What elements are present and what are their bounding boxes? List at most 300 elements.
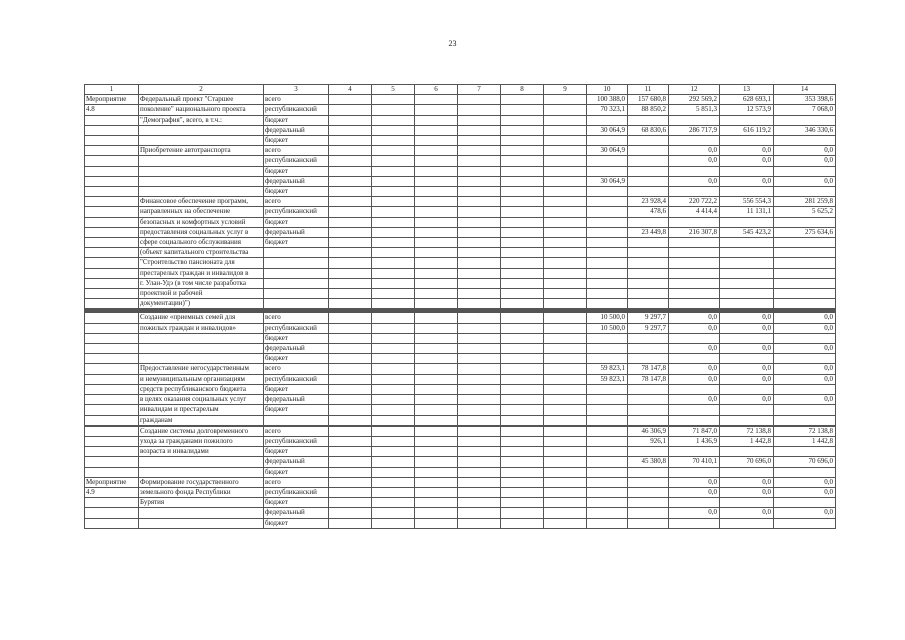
text-cell	[85, 384, 139, 394]
empty-cell	[329, 364, 372, 374]
value-cell	[628, 333, 669, 343]
table-header	[85, 85, 836, 95]
text-cell: республиканский	[264, 436, 329, 446]
empty-cell	[372, 299, 415, 309]
empty-cell	[415, 197, 458, 207]
value-cell	[587, 467, 628, 477]
text-cell: и немуниципальным организациям	[139, 374, 264, 384]
empty-cell	[415, 447, 458, 457]
empty-cell	[501, 518, 544, 528]
text-cell: всего	[264, 477, 329, 487]
empty-cell	[544, 268, 587, 278]
text-cell: престарелых граждан и инвалидов в	[139, 268, 264, 278]
empty-cell	[415, 238, 458, 248]
text-cell: бюджет	[264, 115, 329, 125]
empty-cell	[544, 415, 587, 425]
value-cell: 0,0	[720, 156, 774, 166]
empty-cell	[544, 136, 587, 146]
empty-cell	[415, 207, 458, 217]
text-cell	[139, 333, 264, 343]
value-cell	[669, 467, 720, 477]
text-cell: Предоставление негосударственным	[139, 364, 264, 374]
empty-cell	[501, 323, 544, 333]
empty-cell	[501, 217, 544, 227]
empty-cell	[329, 278, 372, 288]
value-cell	[669, 248, 720, 258]
empty-cell	[415, 258, 458, 268]
value-cell	[587, 395, 628, 405]
empty-cell	[415, 105, 458, 115]
text-cell	[85, 508, 139, 518]
table-row	[85, 498, 836, 508]
empty-cell	[329, 313, 372, 323]
value-cell	[774, 289, 836, 299]
empty-cell	[458, 333, 501, 343]
text-cell	[264, 268, 329, 278]
table-row	[85, 207, 836, 217]
value-cell: 556 554,3	[720, 197, 774, 207]
text-cell	[85, 333, 139, 343]
value-cell	[669, 384, 720, 394]
value-cell	[587, 197, 628, 207]
empty-cell	[415, 156, 458, 166]
value-cell	[720, 217, 774, 227]
empty-cell	[329, 323, 372, 333]
empty-cell	[458, 217, 501, 227]
value-cell: 0,0	[720, 313, 774, 323]
empty-cell	[544, 477, 587, 487]
empty-cell	[544, 166, 587, 176]
text-cell	[85, 278, 139, 288]
value-cell	[669, 217, 720, 227]
table-row	[85, 105, 836, 115]
empty-cell	[415, 217, 458, 227]
empty-cell	[458, 95, 501, 105]
value-cell	[587, 354, 628, 364]
table-row	[85, 395, 836, 405]
empty-cell	[329, 156, 372, 166]
value-cell: 59 823,1	[587, 364, 628, 374]
value-cell: 30 064,9	[587, 146, 628, 156]
empty-cell	[329, 115, 372, 125]
value-cell: 72 138,8	[774, 426, 836, 436]
text-cell: всего	[264, 95, 329, 105]
empty-cell	[501, 115, 544, 125]
empty-cell	[372, 289, 415, 299]
empty-cell	[372, 518, 415, 528]
header-cell: 11	[628, 85, 669, 95]
empty-cell	[329, 477, 372, 487]
value-cell: 292 569,2	[669, 95, 720, 105]
text-cell	[139, 518, 264, 528]
value-cell	[669, 354, 720, 364]
value-cell	[774, 258, 836, 268]
empty-cell	[329, 457, 372, 467]
table-row	[85, 374, 836, 384]
text-cell	[85, 289, 139, 299]
empty-cell	[415, 248, 458, 258]
table-row	[85, 268, 836, 278]
empty-cell	[372, 207, 415, 217]
value-cell: 281 259,8	[774, 197, 836, 207]
empty-cell	[458, 125, 501, 135]
text-cell	[139, 344, 264, 354]
value-cell: 0,0	[720, 146, 774, 156]
value-cell	[720, 354, 774, 364]
value-cell: 0,0	[774, 374, 836, 384]
empty-cell	[372, 146, 415, 156]
value-cell	[628, 384, 669, 394]
text-cell	[85, 258, 139, 268]
text-cell	[85, 354, 139, 364]
value-cell	[774, 354, 836, 364]
empty-cell	[415, 508, 458, 518]
text-cell: федеральный	[264, 176, 329, 186]
value-cell: 0,0	[720, 395, 774, 405]
empty-cell	[544, 187, 587, 197]
empty-cell	[458, 238, 501, 248]
empty-cell	[415, 176, 458, 186]
empty-cell	[544, 498, 587, 508]
table-row	[85, 313, 836, 323]
value-cell	[720, 498, 774, 508]
empty-cell	[329, 258, 372, 268]
text-cell: направленных на обеспечение	[139, 207, 264, 217]
text-cell	[139, 457, 264, 467]
text-cell: 4.9	[85, 487, 139, 497]
empty-cell	[372, 487, 415, 497]
value-cell	[774, 467, 836, 477]
empty-cell	[415, 313, 458, 323]
value-cell: 1 442,8	[720, 436, 774, 446]
empty-cell	[415, 395, 458, 405]
table-row	[85, 258, 836, 268]
text-cell: бюджет	[264, 238, 329, 248]
value-cell: 0,0	[774, 487, 836, 497]
table-row	[85, 115, 836, 125]
empty-cell	[544, 248, 587, 258]
empty-cell	[544, 258, 587, 268]
empty-cell	[329, 136, 372, 146]
empty-cell	[501, 238, 544, 248]
empty-cell	[458, 227, 501, 237]
value-cell	[720, 187, 774, 197]
empty-cell	[372, 374, 415, 384]
empty-cell	[372, 364, 415, 374]
table-row	[85, 364, 836, 374]
value-cell: 0,0	[669, 364, 720, 374]
table-row	[85, 248, 836, 258]
value-cell: 46 306,9	[628, 426, 669, 436]
empty-cell	[458, 518, 501, 528]
value-cell: 0,0	[720, 364, 774, 374]
value-cell: 0,0	[669, 176, 720, 186]
empty-cell	[501, 333, 544, 343]
text-cell	[85, 313, 139, 323]
empty-cell	[544, 105, 587, 115]
header-cell: 12	[669, 85, 720, 95]
value-cell: 628 693,1	[720, 95, 774, 105]
empty-cell	[415, 457, 458, 467]
value-cell: 0,0	[774, 156, 836, 166]
empty-cell	[372, 477, 415, 487]
empty-cell	[329, 395, 372, 405]
empty-cell	[372, 105, 415, 115]
value-cell: 12 573,9	[720, 105, 774, 115]
empty-cell	[329, 374, 372, 384]
value-cell	[628, 238, 669, 248]
value-cell: 353 398,6	[774, 95, 836, 105]
value-cell: 72 138,8	[720, 426, 774, 436]
table-row	[85, 354, 836, 364]
value-cell	[587, 227, 628, 237]
text-cell	[85, 197, 139, 207]
empty-cell	[372, 95, 415, 105]
value-cell: 545 423,2	[720, 227, 774, 237]
value-cell	[628, 467, 669, 477]
text-cell	[85, 217, 139, 227]
empty-cell	[329, 207, 372, 217]
empty-cell	[501, 426, 544, 436]
value-cell	[669, 299, 720, 309]
value-cell	[628, 217, 669, 227]
text-cell	[85, 299, 139, 309]
empty-cell	[458, 299, 501, 309]
value-cell: 71 847,0	[669, 426, 720, 436]
value-cell	[628, 518, 669, 528]
empty-cell	[415, 426, 458, 436]
text-cell	[264, 248, 329, 258]
text-cell	[85, 457, 139, 467]
table-row	[85, 384, 836, 394]
empty-cell	[329, 95, 372, 105]
empty-cell	[372, 238, 415, 248]
empty-cell	[329, 248, 372, 258]
value-cell: 59 823,1	[587, 374, 628, 384]
value-cell	[669, 333, 720, 343]
value-cell	[720, 268, 774, 278]
empty-cell	[372, 227, 415, 237]
text-cell	[264, 415, 329, 425]
empty-cell	[415, 323, 458, 333]
value-cell: 286 717,9	[669, 125, 720, 135]
empty-cell	[329, 217, 372, 227]
value-cell	[628, 508, 669, 518]
value-cell	[587, 278, 628, 288]
text-cell: бюджет	[264, 518, 329, 528]
header-cell: 3	[264, 85, 329, 95]
empty-cell	[329, 268, 372, 278]
value-cell	[628, 136, 669, 146]
value-cell: 10 500,0	[587, 313, 628, 323]
empty-cell	[544, 436, 587, 446]
empty-cell	[329, 498, 372, 508]
header-cell: 13	[720, 85, 774, 95]
empty-cell	[458, 498, 501, 508]
text-cell	[85, 238, 139, 248]
text-cell: г. Улан-Удэ (в том числе разработка	[139, 278, 264, 288]
text-cell	[139, 187, 264, 197]
value-cell	[587, 268, 628, 278]
text-cell	[85, 115, 139, 125]
value-cell: 0,0	[774, 323, 836, 333]
empty-cell	[458, 457, 501, 467]
empty-cell	[501, 227, 544, 237]
empty-cell	[501, 405, 544, 415]
value-cell: 0,0	[669, 508, 720, 518]
text-cell: "Демография", всего, в т.ч.:	[139, 115, 264, 125]
empty-cell	[329, 436, 372, 446]
value-cell: 45 380,8	[628, 457, 669, 467]
text-cell: всего	[264, 313, 329, 323]
empty-cell	[458, 187, 501, 197]
text-cell: средств республиканского бюджета	[139, 384, 264, 394]
text-cell	[85, 176, 139, 186]
value-cell: 0,0	[669, 374, 720, 384]
value-cell	[628, 477, 669, 487]
empty-cell	[372, 467, 415, 477]
value-cell	[628, 395, 669, 405]
empty-cell	[329, 289, 372, 299]
empty-cell	[501, 125, 544, 135]
value-cell: 0,0	[669, 487, 720, 497]
empty-cell	[415, 299, 458, 309]
value-cell	[628, 498, 669, 508]
empty-cell	[458, 487, 501, 497]
text-cell: Финансовое обеспечение программ,	[139, 197, 264, 207]
text-cell	[264, 289, 329, 299]
empty-cell	[415, 136, 458, 146]
value-cell	[774, 405, 836, 415]
text-cell: Бурятия	[139, 498, 264, 508]
empty-cell	[544, 333, 587, 343]
empty-cell	[329, 426, 372, 436]
empty-cell	[415, 405, 458, 415]
empty-cell	[458, 278, 501, 288]
text-cell: Мероприятие	[85, 477, 139, 487]
value-cell	[669, 278, 720, 288]
text-cell	[85, 125, 139, 135]
empty-cell	[501, 498, 544, 508]
empty-cell	[544, 299, 587, 309]
empty-cell	[415, 344, 458, 354]
value-cell	[669, 115, 720, 125]
empty-cell	[544, 467, 587, 477]
empty-cell	[544, 238, 587, 248]
empty-cell	[501, 105, 544, 115]
empty-cell	[458, 248, 501, 258]
text-cell: сфере социального обслуживания	[139, 238, 264, 248]
empty-cell	[458, 508, 501, 518]
text-cell: всего	[264, 197, 329, 207]
value-cell	[669, 136, 720, 146]
table-body	[85, 95, 836, 529]
value-cell: 0,0	[774, 176, 836, 186]
empty-cell	[329, 333, 372, 343]
value-cell: 78 147,8	[628, 374, 669, 384]
value-cell: 0,0	[774, 313, 836, 323]
value-cell: 616 119,2	[720, 125, 774, 135]
value-cell	[669, 498, 720, 508]
empty-cell	[501, 384, 544, 394]
empty-cell	[458, 405, 501, 415]
value-cell: 5 851,3	[669, 105, 720, 115]
value-cell: 9 297,7	[628, 323, 669, 333]
value-cell: 0,0	[774, 477, 836, 487]
empty-cell	[372, 344, 415, 354]
empty-cell	[458, 268, 501, 278]
table-row	[85, 333, 836, 343]
empty-cell	[372, 333, 415, 343]
value-cell: 30 064,9	[587, 125, 628, 135]
empty-cell	[329, 447, 372, 457]
value-cell	[628, 258, 669, 268]
empty-cell	[372, 136, 415, 146]
value-cell	[587, 299, 628, 309]
table-row	[85, 405, 836, 415]
text-cell: бюджет	[264, 447, 329, 457]
value-cell: 0,0	[669, 156, 720, 166]
value-cell	[628, 299, 669, 309]
table-row	[85, 156, 836, 166]
empty-cell	[415, 374, 458, 384]
value-cell: 216 307,8	[669, 227, 720, 237]
empty-cell	[544, 457, 587, 467]
empty-cell	[544, 197, 587, 207]
empty-cell	[329, 125, 372, 135]
value-cell	[774, 238, 836, 248]
empty-cell	[544, 395, 587, 405]
value-cell	[628, 278, 669, 288]
text-cell: Формирование государственного	[139, 477, 264, 487]
value-cell	[587, 289, 628, 299]
empty-cell	[544, 364, 587, 374]
table-row	[85, 344, 836, 354]
empty-cell	[372, 278, 415, 288]
empty-cell	[501, 395, 544, 405]
empty-cell	[458, 354, 501, 364]
value-cell	[628, 344, 669, 354]
text-cell	[85, 405, 139, 415]
value-cell	[587, 258, 628, 268]
text-cell: поколение" национального проекта	[139, 105, 264, 115]
text-cell	[85, 364, 139, 374]
text-cell	[139, 508, 264, 518]
empty-cell	[415, 518, 458, 528]
empty-cell	[372, 415, 415, 425]
empty-cell	[329, 467, 372, 477]
empty-cell	[501, 258, 544, 268]
text-cell: бюджет	[264, 354, 329, 364]
empty-cell	[501, 166, 544, 176]
table-row	[85, 278, 836, 288]
empty-cell	[544, 518, 587, 528]
value-cell	[587, 238, 628, 248]
empty-cell	[544, 278, 587, 288]
value-cell	[774, 299, 836, 309]
empty-cell	[544, 115, 587, 125]
empty-cell	[458, 323, 501, 333]
text-cell	[139, 125, 264, 135]
table-row	[85, 197, 836, 207]
empty-cell	[544, 374, 587, 384]
value-cell: 0,0	[720, 323, 774, 333]
value-cell	[587, 207, 628, 217]
empty-cell	[329, 518, 372, 528]
text-cell: 4.8	[85, 105, 139, 115]
value-cell	[587, 187, 628, 197]
empty-cell	[501, 467, 544, 477]
